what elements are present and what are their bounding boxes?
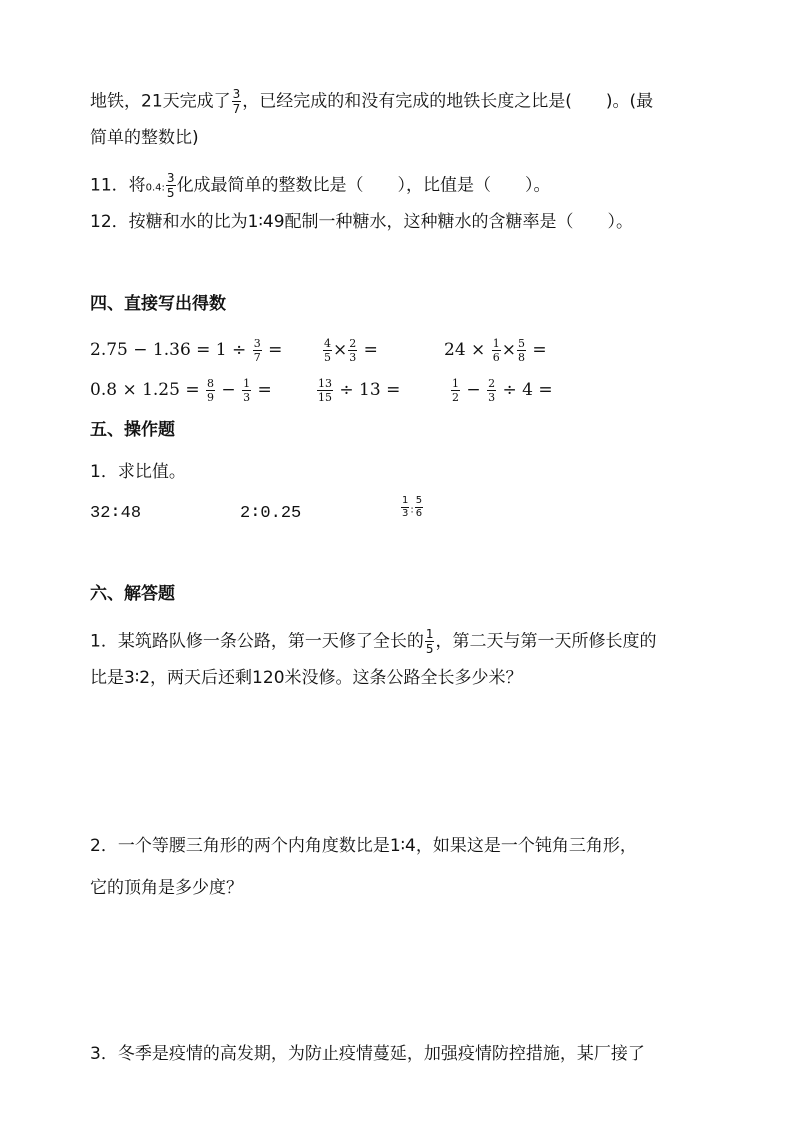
denominator: 3 bbox=[243, 391, 251, 404]
numerator: 3 bbox=[253, 337, 261, 350]
q11-ratio-a: 0.4: bbox=[145, 182, 165, 194]
denominator: 5 bbox=[166, 186, 175, 200]
numerator: 1 bbox=[425, 627, 434, 641]
fraction bbox=[206, 378, 215, 403]
denominator: 6 bbox=[415, 508, 423, 519]
q10-line2: 简单的整数比) bbox=[90, 128, 199, 148]
s6-q1-line1 bbox=[90, 628, 656, 655]
fraction bbox=[487, 378, 496, 403]
expr: = bbox=[268, 340, 283, 360]
operator: − bbox=[466, 380, 481, 400]
expr: = bbox=[257, 380, 272, 400]
fraction bbox=[425, 628, 435, 655]
expr: ÷ 4 = bbox=[502, 380, 553, 400]
section5-title: 五、操作题 bbox=[90, 420, 175, 440]
s6-q1-line2: 比是3∶2，两天后还剩120米没修。这条公路全长多少米？ bbox=[90, 668, 523, 688]
numerator: 8 bbox=[207, 377, 214, 390]
numerator: 1 bbox=[402, 495, 409, 506]
fraction bbox=[401, 496, 409, 519]
q-text: 1．某筑路队修一条公路，第一天修了全长的 bbox=[90, 631, 424, 652]
fraction bbox=[517, 338, 526, 363]
denominator: 7 bbox=[232, 102, 241, 116]
denominator: 5 bbox=[324, 351, 331, 364]
q11-prefix: 11．将 bbox=[90, 175, 146, 196]
numerator: 2 bbox=[488, 377, 496, 390]
fraction bbox=[232, 88, 242, 115]
ratio-sep: : bbox=[410, 504, 414, 516]
operator: × bbox=[501, 340, 516, 360]
s6-q3-line1: 3．冬季是疫情的高发期，为防止疫情蔓延，加强疫情防控措施，某厂接了 bbox=[90, 1044, 645, 1064]
denominator: 3 bbox=[349, 351, 357, 364]
calc-r1c2 bbox=[322, 338, 378, 363]
denominator: 15 bbox=[318, 391, 332, 404]
fraction bbox=[323, 338, 332, 363]
denominator: 8 bbox=[517, 351, 525, 364]
expr: 24 × bbox=[444, 340, 486, 360]
s6-q2-line1: 2．一个等腰三角形的两个内角度数比是1∶4，如果这是一个钝角三角形， bbox=[90, 836, 637, 856]
denominator: 7 bbox=[253, 351, 261, 364]
numerator: 5 bbox=[517, 337, 525, 350]
expr: 2.75 − 1.36 = 1 ÷ bbox=[90, 340, 247, 360]
numerator: 4 bbox=[324, 337, 331, 350]
denominator: 6 bbox=[492, 351, 500, 364]
fraction bbox=[166, 172, 176, 199]
operator: × bbox=[333, 340, 348, 360]
q10-text-b: ，已经完成的和没有完成的地铁长度之比是( )。(最 bbox=[242, 91, 654, 112]
numerator: 1 bbox=[492, 337, 500, 350]
fraction bbox=[242, 378, 251, 403]
numerator: 3 bbox=[166, 171, 175, 185]
s6-q2-line2: 它的顶角是多少度？ bbox=[90, 878, 243, 898]
numerator: 2 bbox=[349, 337, 357, 350]
numerator: 3 bbox=[232, 87, 241, 101]
expr: = bbox=[363, 340, 378, 360]
calc-r1c1 bbox=[90, 338, 282, 363]
denominator: 3 bbox=[488, 391, 496, 404]
q12-line: 12．按糖和水的比为1∶49配制一种糖水，这种糖水的含糖率是（ ）。 bbox=[90, 212, 634, 232]
q11-line bbox=[90, 172, 551, 199]
q11-suffix: 化成最简单的整数比是（ ），比值是（ ）。 bbox=[176, 175, 551, 196]
operator: − bbox=[221, 380, 236, 400]
section6-title: 六、解答题 bbox=[90, 584, 175, 604]
fraction bbox=[317, 378, 333, 403]
fraction bbox=[451, 378, 460, 403]
q10-text-a: 地铁，21天完成了 bbox=[90, 91, 231, 112]
numerator: 5 bbox=[415, 495, 423, 506]
numerator: 1 bbox=[243, 377, 251, 390]
denominator: 2 bbox=[452, 391, 459, 404]
fraction bbox=[253, 338, 262, 363]
section4-title: 四、直接写出得数 bbox=[90, 294, 226, 314]
fraction bbox=[492, 338, 501, 363]
expr: 0.8 × 1.25 = bbox=[90, 380, 200, 400]
ratio-1: 32∶48 bbox=[90, 504, 142, 523]
denominator: 9 bbox=[207, 391, 214, 404]
numerator: 13 bbox=[318, 377, 332, 390]
calc-r2c1 bbox=[90, 378, 272, 403]
numerator: 1 bbox=[452, 377, 459, 390]
q-text: ，第二天与第一天所修长度的 bbox=[435, 631, 657, 652]
denominator: 5 bbox=[425, 642, 434, 656]
fraction bbox=[348, 338, 357, 363]
expr: = bbox=[532, 340, 547, 360]
ratio-2: 2∶0.25 bbox=[240, 504, 302, 523]
calc-r1c3 bbox=[444, 338, 547, 363]
section5-q1: 1．求比值。 bbox=[90, 462, 186, 482]
q10-line1 bbox=[90, 88, 653, 115]
denominator: 3 bbox=[402, 508, 409, 519]
ratio-3 bbox=[400, 496, 424, 519]
expr: ÷ 13 = bbox=[339, 380, 401, 400]
calc-r2c2 bbox=[316, 378, 400, 403]
fraction bbox=[415, 496, 423, 519]
calc-r2c3 bbox=[450, 378, 553, 403]
